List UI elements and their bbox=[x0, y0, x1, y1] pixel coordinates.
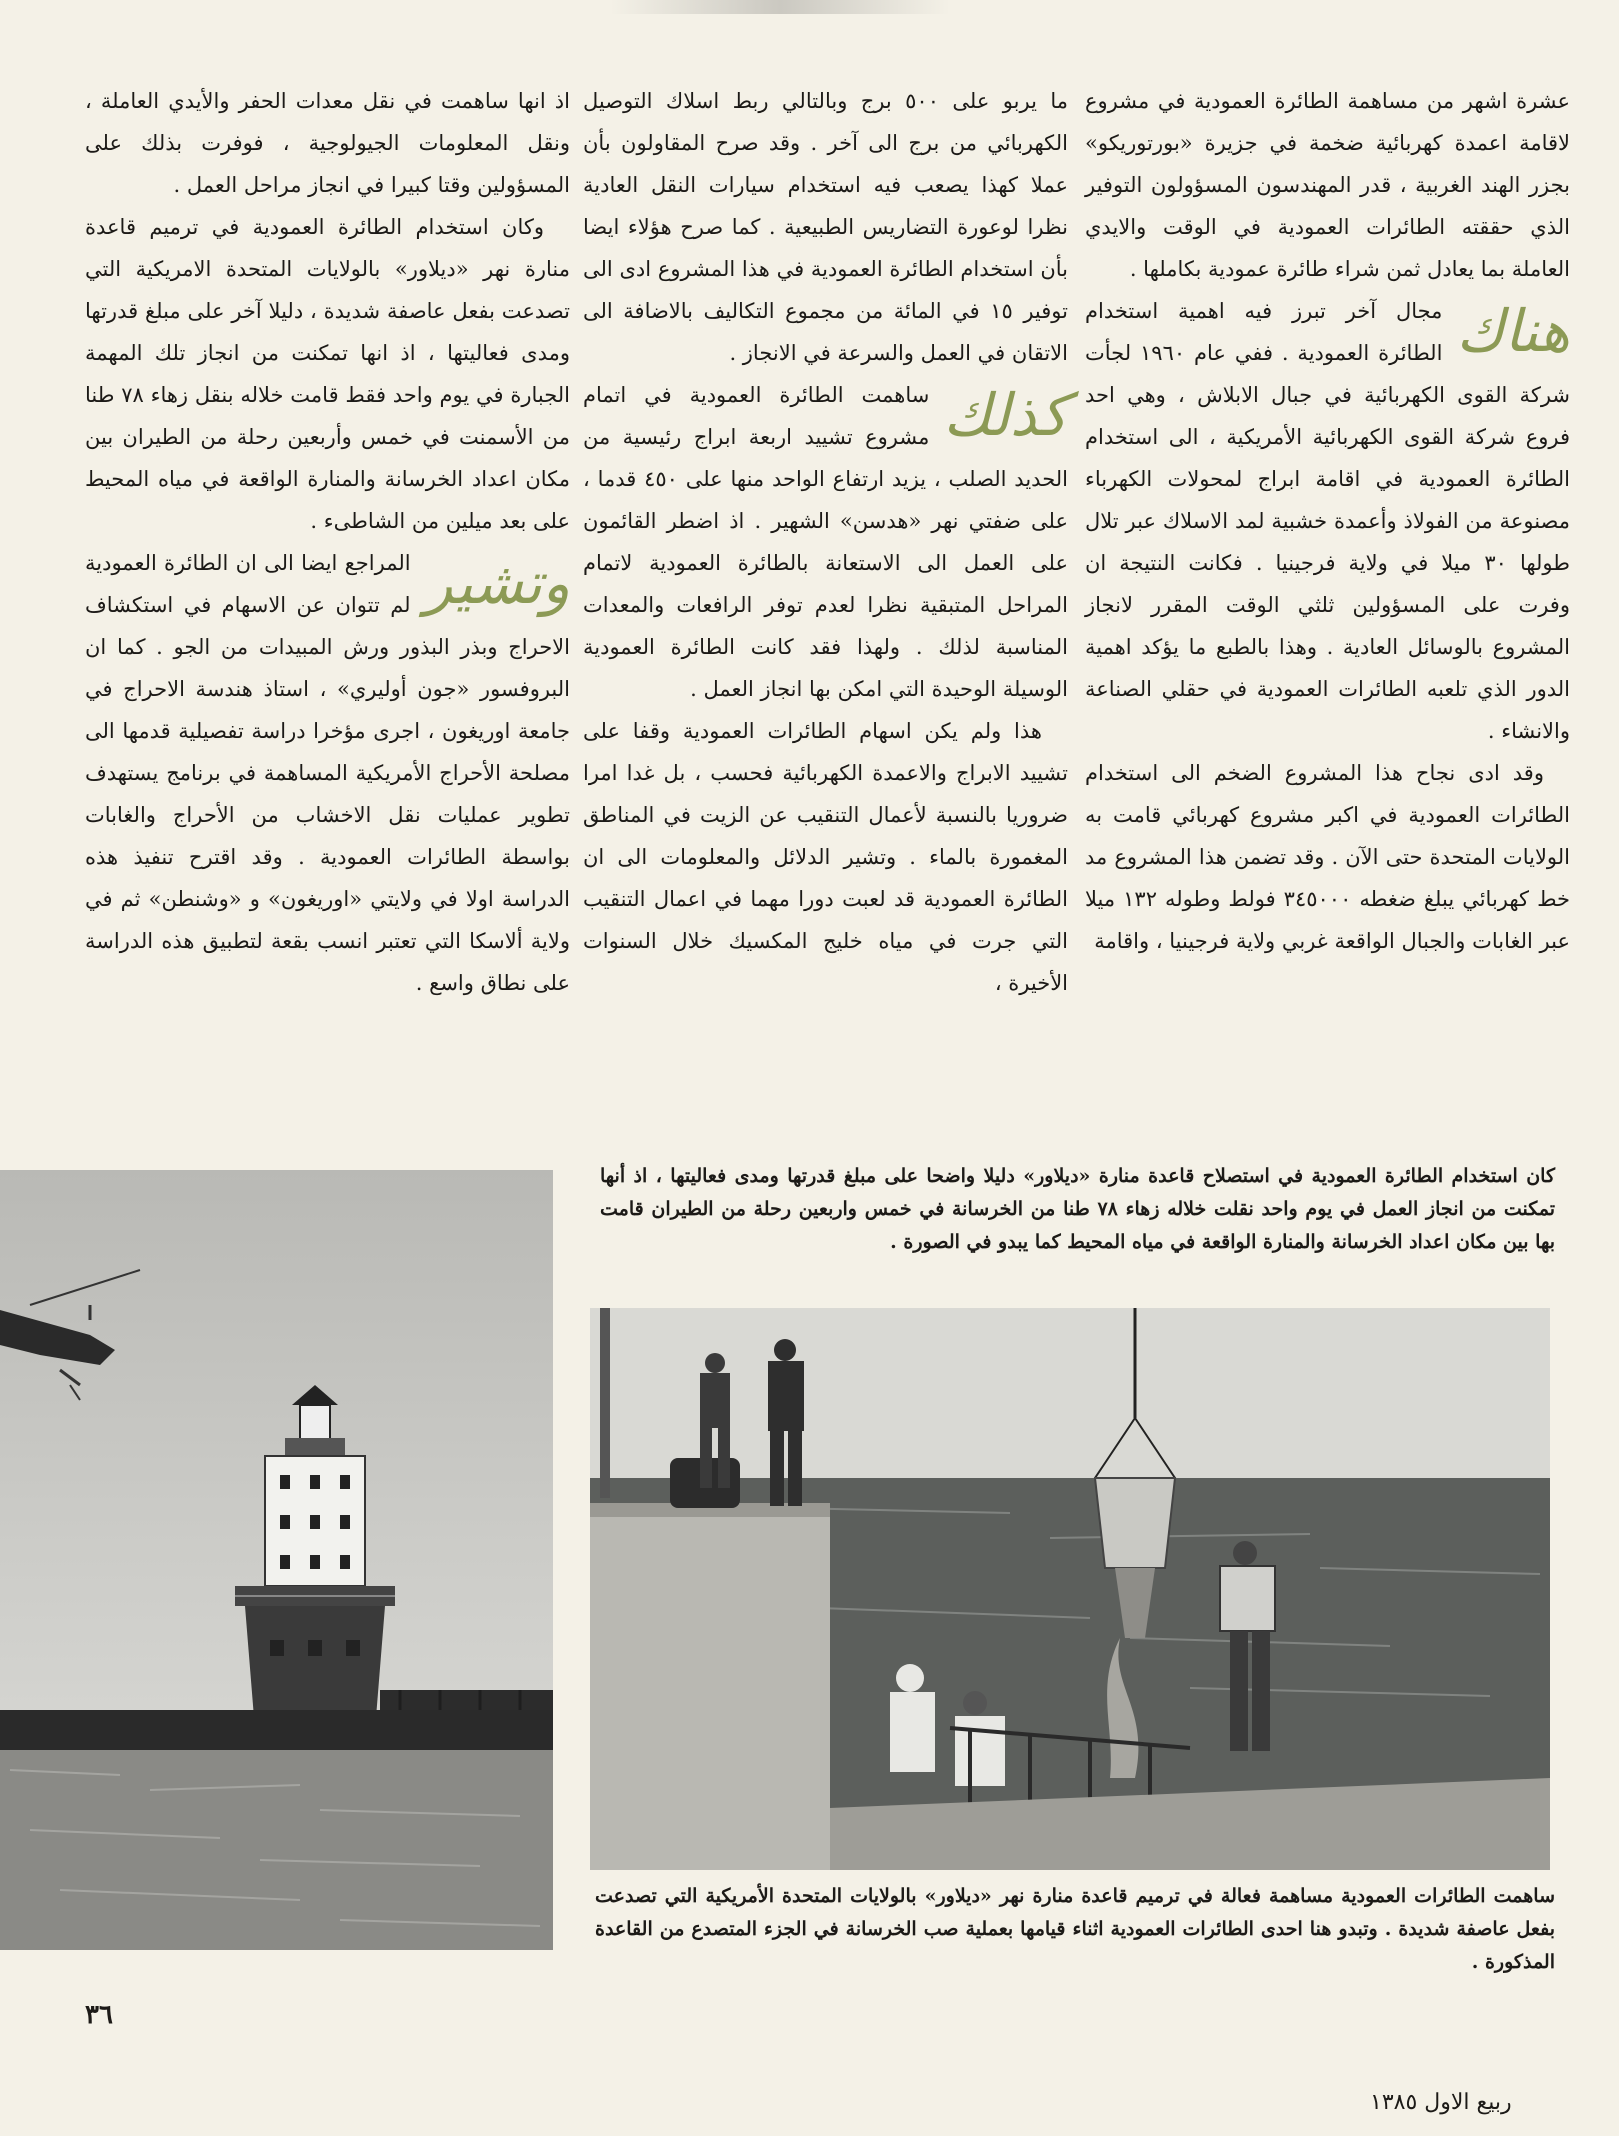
print-smudge bbox=[610, 0, 950, 14]
article-column-left bbox=[85, 80, 570, 1004]
article-column-right bbox=[1085, 80, 1570, 962]
page-number: ٣٦ bbox=[85, 2000, 113, 2030]
paragraph: عشرة اشهر من مساهمة الطائرة العمودية في مشروع لاقامة اعمدة كهربائية ضخمة في جزيرة «بورتوريكو» بجزر الهند الغربية ، قدر المهندسون المسؤولون التوفير الذي حققته الطائرات العمودية في الوقت والايدي العاملة بما يعادل ثمن شراء طائرة عمودية بكاملها . bbox=[1085, 89, 1570, 281]
concrete-pouring-photo bbox=[590, 1308, 1550, 1870]
paragraph: اذ انها ساهمت في نقل معدات الحفر والأيدي العاملة ، ونقل المعلومات الجيولوجية ، فوفرت بذلك على المسؤولين وقتا كبيرا في انجاز مراحل العمل . bbox=[85, 89, 570, 197]
photo-caption-bottom: ساهمت الطائرات العمودية مساهمة فعالة في ترميم قاعدة منارة نهر «ديلاور» بالولايات المتحدة الأمريكية التي تصدعت بفعل عاصفة شديدة . وتبدو هنا احدى الطائرات العمودية اثناء قيامها بعملية صب الخرسانة في الجزء المتصدع من القاعدة المذكورة . bbox=[595, 1885, 1555, 1973]
paragraph: ما يربو على ٥٠٠ برج وبالتالي ربط اسلاك التوصيل الكهربائي من برج الى آخر . وقد صرح المقاولون بأن عملا كهذا يصعب فيه استخدام سيارات النقل العادية نظرا لوعورة التضاريس الطبيعية . كما صرح هؤلاء ايضا بأن استخدام الطائرة العمودية في هذا المشروع ادى الى توفير ١٥ في المائة من مجموع التكاليف بالاضافة الى الاتقان في العمل والسرعة في الانجاز . bbox=[583, 89, 1068, 365]
paragraph: وقد ادى نجاح هذا المشروع الضخم الى استخدام الطائرات العمودية في اكبر مشروع كهربائي قامت به الولايات المتحدة حتى الآن . وقد تضمن هذا المشروع مد خط كهربائي يبلغ ضغطه ٣٤٥٠٠٠ فولط وطوله ١٣٢ ميلا عبر الغابات والجبال الواقعة غربي ولاية فرجينيا ، واقامة bbox=[1085, 761, 1571, 953]
drop-word: هناك bbox=[1456, 297, 1570, 365]
paragraph: المراجع ايضا الى ان الطائرة العمودية لم تتوان عن الاسهام في استكشاف الاحراج وبذر البذور ورش المبيدات من الجو . كما ان البروفسور «جون أوليري» ، استاذ هندسة الاحراج في جامعة اوريغون ، اجرى مؤخرا دراسة تفصيلية قدمها الى مصلحة الأحراج الأمريكية المساهمة في برنامج يستهدف تطوير عمليات نقل الاخشاب من الأحراج والغابات بواسطة الطائرات العمودية . وقد اقترح تنفيذ هذه الدراسة اولا في ولايتي «اوريغون» و «وشنطن» ثم في ولاية ألاسكا التي تعتبر انسب بقعة لتطبيق هذه الدراسة على نطاق واسع . bbox=[85, 551, 570, 995]
drop-word: كذلك bbox=[943, 381, 1068, 449]
paragraph: وكان استخدام الطائرة العمودية في ترميم قاعدة منارة نهر «ديلاور» بالولايات المتحدة الامريكية التي تصدعت بفعل عاصفة شديدة ، دليلا آخر على مبلغ قدرتها ومدى فعاليتها ، اذ انها تمكنت من انجاز تلك المهمة الجبارة في يوم واحد فقط قامت خلاله بنقل زهاء ٧٨ طنا من الأسمنت في خمس وأربعين رحلة من الطيران بين مكان اعداد الخرسانة والمنارة الواقعة في مياه المحيط على بعد ميلين من الشاطىء . bbox=[85, 215, 570, 533]
paragraph: مجال آخر تبرز فيه اهمية استخدام الطائرة العمودية . ففي عام ١٩٦٠ لجأت شركة القوى الكهربائية في جبال الابلاش ، وهي احد فروع شركة القوى الكهربائية الأمريكية ، الى استخدام الطائرة العمودية في اقامة ابراج لمحولات الكهرباء مصنوعة من الفولاذ وأعمدة خشبية لمد الاسلاك عبر تلال طولها ٣٠ ميلا في ولاية فرجينيا . فكانت النتيجة ان وفرت على المسؤولين ثلثي الوقت المقرر لانجاز المشروع بالوسائل العادية . وهذا بالطبع ما يؤكد اهمية الدور الذي تلعبه الطائرات العمودية في حقلي الصناعة والانشاء . bbox=[1085, 299, 1570, 743]
paragraph: هذا ولم يكن اسهام الطائرات العمودية وقفا على تشييد الابراج والاعمدة الكهربائية فحسب ، بل غدا امرا ضروريا بالنسبة لأعمال التنقيب عن الزيت في المناطق المغمورة بالماء . وتشير الدلائل والمعلومات الى ان الطائرة العمودية قد لعبت دورا مهما في اعمال التنقيب التي جرت في مياه خليج المكسيك خلال السنوات الأخيرة ، bbox=[583, 719, 1068, 995]
drop-word: وتشير bbox=[424, 549, 570, 617]
paragraph: ساهمت الطائرة العمودية في اتمام مشروع تشييد اربعة ابراج رئيسية من الحديد الصلب ، يزيد ارتفاع الواحد منها على ٤٥٠ قدما ، على ضفتي نهر «هدسن» الشهير . اذ اضطر القائمون على العمل الى الاستعانة بالطائرة العمودية لاتمام المراحل المتبقية نظرا لعدم توفر الرافعات والمعدات المناسبة لذلك . ولهذا فقد كانت الطائرة العمودية الوسيلة الوحيدة التي امكن بها انجاز العمل . bbox=[583, 383, 1068, 701]
photo-caption-top: كان استخدام الطائرة العمودية في استصلاح قاعدة منارة «ديلاور» دليلا واضحا على مبلغ قدرتها ومدى فعاليتها ، اذ أنها تمكنت من انجاز العمل في يوم واحد نقلت خلاله زهاء ٧٨ طنا من الخرسانة في خمس واربعين رحلة من الطيران قامت بها بين مكان اعداد الخرسانة والمنارة الواقعة في مياه المحيط كما يبدو في الصورة . bbox=[600, 1165, 1555, 1253]
lighthouse-photo bbox=[0, 1170, 553, 1950]
issue-date: ربيع الاول ١٣٨٥ bbox=[1370, 2090, 1512, 2115]
article-column-middle bbox=[583, 80, 1068, 1004]
